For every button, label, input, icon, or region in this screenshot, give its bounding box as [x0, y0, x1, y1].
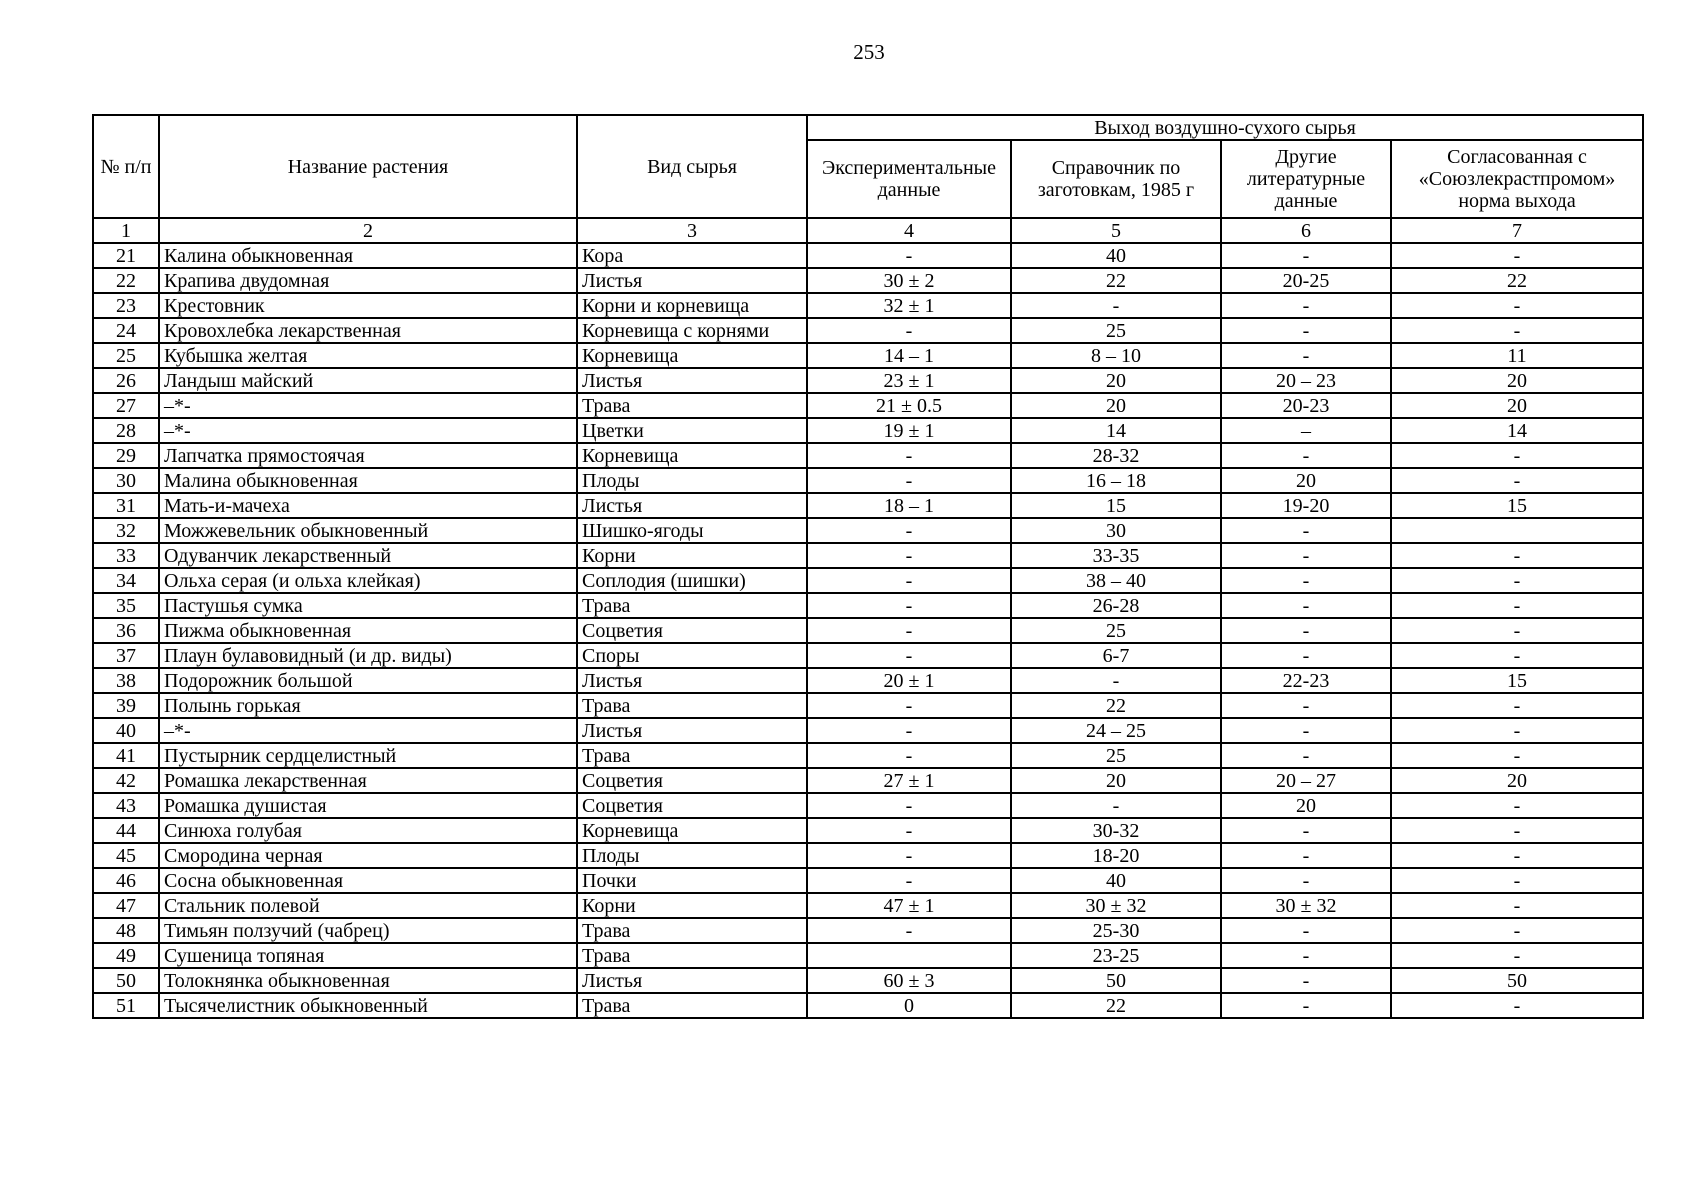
norm-value: - — [1391, 593, 1643, 618]
plant-name: Крапива двудомная — [159, 268, 577, 293]
table-row — [93, 843, 1643, 868]
plant-name: Калина обыкновенная — [159, 243, 577, 268]
experimental-value: 47 ± 1 — [807, 893, 1011, 918]
row-number: 36 — [93, 618, 159, 643]
reference-value: 33-35 — [1011, 543, 1221, 568]
reference-value: - — [1011, 668, 1221, 693]
plant-name: Сосна обыкновенная — [159, 868, 577, 893]
reference-value: 40 — [1011, 243, 1221, 268]
row-number: 26 — [93, 368, 159, 393]
plant-name: Ландыш майский — [159, 368, 577, 393]
raw-material-type: Плоды — [577, 843, 807, 868]
literature-value: - — [1221, 618, 1391, 643]
norm-value: - — [1391, 718, 1643, 743]
reference-value: 23-25 — [1011, 943, 1221, 968]
table-row — [93, 918, 1643, 943]
table-row — [93, 818, 1643, 843]
experimental-value: 23 ± 1 — [807, 368, 1011, 393]
row-number: 32 — [93, 518, 159, 543]
column-index-row — [93, 218, 1643, 243]
raw-material-type: Соцветия — [577, 618, 807, 643]
literature-value: - — [1221, 943, 1391, 968]
reference-value: 26-28 — [1011, 593, 1221, 618]
row-number: 44 — [93, 818, 159, 843]
table-row — [93, 468, 1643, 493]
experimental-value: - — [807, 793, 1011, 818]
reference-value: 50 — [1011, 968, 1221, 993]
row-number: 45 — [93, 843, 159, 868]
table-row — [93, 893, 1643, 918]
experimental-value: - — [807, 568, 1011, 593]
header-raw-type: Вид сырья — [577, 115, 807, 218]
plant-name: Кровохлебка лекарственная — [159, 318, 577, 343]
raw-material-type: Соцветия — [577, 768, 807, 793]
experimental-value: - — [807, 443, 1011, 468]
experimental-value: 60 ± 3 — [807, 968, 1011, 993]
plant-name: Сушеница топяная — [159, 943, 577, 968]
table-row — [93, 443, 1643, 468]
plant-name: Ромашка душистая — [159, 793, 577, 818]
norm-value: - — [1391, 843, 1643, 868]
experimental-value: - — [807, 818, 1011, 843]
row-number: 41 — [93, 743, 159, 768]
experimental-value: - — [807, 618, 1011, 643]
plant-name: Тимьян ползучий (чабрец) — [159, 918, 577, 943]
table-row — [93, 718, 1643, 743]
literature-value: - — [1221, 318, 1391, 343]
table-row — [93, 393, 1643, 418]
norm-value — [1391, 518, 1643, 543]
literature-value: 22-23 — [1221, 668, 1391, 693]
plant-name: Толокнянка обыкновенная — [159, 968, 577, 993]
experimental-value: - — [807, 718, 1011, 743]
norm-value: - — [1391, 993, 1643, 1018]
raw-material-type: Кора — [577, 243, 807, 268]
reference-value: 30 ± 32 — [1011, 893, 1221, 918]
raw-material-type: Листья — [577, 368, 807, 393]
table-row — [93, 493, 1643, 518]
plant-name: Ольха серая (и ольха клейкая) — [159, 568, 577, 593]
reference-value: 38 – 40 — [1011, 568, 1221, 593]
norm-value: 20 — [1391, 393, 1643, 418]
table-row — [93, 668, 1643, 693]
plant-name: –*- — [159, 393, 577, 418]
norm-value: - — [1391, 243, 1643, 268]
plant-name: Смородина черная — [159, 843, 577, 868]
norm-value: - — [1391, 318, 1643, 343]
experimental-value: - — [807, 593, 1011, 618]
literature-value: – — [1221, 418, 1391, 443]
plant-name: –*- — [159, 718, 577, 743]
plant-name: Синюха голубая — [159, 818, 577, 843]
experimental-value: 20 ± 1 — [807, 668, 1011, 693]
plant-name: Можжевельник обыкновенный — [159, 518, 577, 543]
literature-value: - — [1221, 643, 1391, 668]
plant-name: Пастушья сумка — [159, 593, 577, 618]
table-row — [93, 968, 1643, 993]
table-row — [93, 593, 1643, 618]
plant-name: Плаун булавовидный (и др. виды) — [159, 643, 577, 668]
row-number: 39 — [93, 693, 159, 718]
row-number: 31 — [93, 493, 159, 518]
experimental-value: 19 ± 1 — [807, 418, 1011, 443]
literature-value: - — [1221, 818, 1391, 843]
reference-value: 8 – 10 — [1011, 343, 1221, 368]
literature-value: - — [1221, 993, 1391, 1018]
raw-material-type: Корни — [577, 893, 807, 918]
raw-material-type: Трава — [577, 593, 807, 618]
literature-value: - — [1221, 868, 1391, 893]
experimental-value: - — [807, 918, 1011, 943]
literature-value: - — [1221, 593, 1391, 618]
raw-material-type: Почки — [577, 868, 807, 893]
reference-value: 30-32 — [1011, 818, 1221, 843]
experimental-value: - — [807, 843, 1011, 868]
table-row — [93, 993, 1643, 1018]
plant-name: Кубышка желтая — [159, 343, 577, 368]
plant-name: Лапчатка прямостоячая — [159, 443, 577, 468]
norm-value: - — [1391, 893, 1643, 918]
experimental-value: - — [807, 243, 1011, 268]
norm-value: - — [1391, 793, 1643, 818]
experimental-value: 21 ± 0.5 — [807, 393, 1011, 418]
plant-name: Стальник полевой — [159, 893, 577, 918]
literature-value: - — [1221, 968, 1391, 993]
reference-value: 28-32 — [1011, 443, 1221, 468]
literature-value: 20-25 — [1221, 268, 1391, 293]
raw-material-type: Плоды — [577, 468, 807, 493]
raw-material-type: Соцветия — [577, 793, 807, 818]
raw-material-type: Корневища — [577, 818, 807, 843]
plant-name: Полынь горькая — [159, 693, 577, 718]
row-number: 29 — [93, 443, 159, 468]
table-row — [93, 693, 1643, 718]
row-number: 23 — [93, 293, 159, 318]
norm-value: - — [1391, 743, 1643, 768]
raw-material-type: Корневища — [577, 343, 807, 368]
reference-value: 25-30 — [1011, 918, 1221, 943]
norm-value: 22 — [1391, 268, 1643, 293]
experimental-value: - — [807, 643, 1011, 668]
reference-value: 24 – 25 — [1011, 718, 1221, 743]
raw-material-type: Листья — [577, 668, 807, 693]
row-number: 28 — [93, 418, 159, 443]
reference-value: - — [1011, 293, 1221, 318]
row-number: 47 — [93, 893, 159, 918]
row-number: 24 — [93, 318, 159, 343]
plant-name: Подорожник большой — [159, 668, 577, 693]
raw-material-type: Листья — [577, 268, 807, 293]
raw-material-type: Корни — [577, 543, 807, 568]
column-index: 4 — [807, 218, 1011, 243]
table-row — [93, 868, 1643, 893]
experimental-value: 14 – 1 — [807, 343, 1011, 368]
table-row — [93, 943, 1643, 968]
table-header — [93, 115, 1643, 243]
plant-name: Ромашка лекарственная — [159, 768, 577, 793]
page-number: 253 — [853, 40, 885, 64]
raw-material-type: Трава — [577, 743, 807, 768]
norm-value: - — [1391, 693, 1643, 718]
row-number: 40 — [93, 718, 159, 743]
literature-value: - — [1221, 443, 1391, 468]
experimental-value: - — [807, 468, 1011, 493]
experimental-value: 18 – 1 — [807, 493, 1011, 518]
row-number: 51 — [93, 993, 159, 1018]
reference-value: 40 — [1011, 868, 1221, 893]
experimental-value: 30 ± 2 — [807, 268, 1011, 293]
table-row — [93, 568, 1643, 593]
row-number: 21 — [93, 243, 159, 268]
raw-material-type: Трава — [577, 693, 807, 718]
literature-value: - — [1221, 843, 1391, 868]
literature-value: - — [1221, 543, 1391, 568]
reference-value: 20 — [1011, 368, 1221, 393]
table-row — [93, 243, 1643, 268]
header-number: № п/п — [93, 115, 159, 218]
row-number: 35 — [93, 593, 159, 618]
column-index: 2 — [159, 218, 577, 243]
row-number: 46 — [93, 868, 159, 893]
plant-name: Крестовник — [159, 293, 577, 318]
table-row — [93, 343, 1643, 368]
table-row — [93, 293, 1643, 318]
experimental-value: - — [807, 543, 1011, 568]
row-number: 33 — [93, 543, 159, 568]
literature-value: 20-23 — [1221, 393, 1391, 418]
experimental-value: 32 ± 1 — [807, 293, 1011, 318]
literature-value: - — [1221, 693, 1391, 718]
experimental-value: - — [807, 318, 1011, 343]
plant-name: Пустырник сердцелистный — [159, 743, 577, 768]
reference-value: 25 — [1011, 743, 1221, 768]
norm-value: - — [1391, 543, 1643, 568]
literature-value: - — [1221, 243, 1391, 268]
reference-value: 22 — [1011, 993, 1221, 1018]
row-number: 38 — [93, 668, 159, 693]
norm-value: - — [1391, 818, 1643, 843]
column-index: 3 — [577, 218, 807, 243]
raw-material-type: Соплодия (шишки) — [577, 568, 807, 593]
norm-value: 20 — [1391, 368, 1643, 393]
literature-value: - — [1221, 918, 1391, 943]
row-number: 22 — [93, 268, 159, 293]
plant-name: Тысячелистник обыкновенный — [159, 993, 577, 1018]
norm-value: 15 — [1391, 493, 1643, 518]
norm-value: 15 — [1391, 668, 1643, 693]
literature-value: 30 ± 32 — [1221, 893, 1391, 918]
row-number: 43 — [93, 793, 159, 818]
reference-value: 15 — [1011, 493, 1221, 518]
raw-material-type: Листья — [577, 968, 807, 993]
table-row — [93, 793, 1643, 818]
table-row — [93, 418, 1643, 443]
norm-value: - — [1391, 568, 1643, 593]
norm-value: - — [1391, 468, 1643, 493]
norm-value: 20 — [1391, 768, 1643, 793]
table-row — [93, 268, 1643, 293]
experimental-value: 27 ± 1 — [807, 768, 1011, 793]
reference-value: 18-20 — [1011, 843, 1221, 868]
literature-value: 20 — [1221, 793, 1391, 818]
reference-value: 22 — [1011, 693, 1221, 718]
reference-value: - — [1011, 793, 1221, 818]
raw-material-type: Трава — [577, 918, 807, 943]
row-number: 30 — [93, 468, 159, 493]
experimental-value: - — [807, 518, 1011, 543]
reference-value: 14 — [1011, 418, 1221, 443]
table-body — [93, 243, 1643, 1018]
row-number: 25 — [93, 343, 159, 368]
reference-value: 20 — [1011, 768, 1221, 793]
header-yield-group: Выход воздушно-сухого сырья — [807, 115, 1643, 140]
header-reference-1985: Справочник по заготовкам, 1985 г — [1011, 140, 1221, 218]
column-index: 6 — [1221, 218, 1391, 243]
row-number: 34 — [93, 568, 159, 593]
table-row — [93, 368, 1643, 393]
norm-value: - — [1391, 293, 1643, 318]
experimental-value: - — [807, 743, 1011, 768]
column-index: 7 — [1391, 218, 1643, 243]
raw-material-type: Цветки — [577, 418, 807, 443]
column-index: 5 — [1011, 218, 1221, 243]
literature-value: - — [1221, 743, 1391, 768]
plant-name: Мать-и-мачеха — [159, 493, 577, 518]
raw-material-type: Листья — [577, 493, 807, 518]
literature-value: 20 — [1221, 468, 1391, 493]
norm-value: 11 — [1391, 343, 1643, 368]
literature-value: 20 – 27 — [1221, 768, 1391, 793]
table-row — [93, 543, 1643, 568]
header-plant-name: Название растения — [159, 115, 577, 218]
row-number: 42 — [93, 768, 159, 793]
norm-value: - — [1391, 618, 1643, 643]
experimental-value: - — [807, 868, 1011, 893]
table-row — [93, 518, 1643, 543]
reference-value: 25 — [1011, 318, 1221, 343]
norm-value: 50 — [1391, 968, 1643, 993]
row-number: 50 — [93, 968, 159, 993]
literature-value: - — [1221, 518, 1391, 543]
raw-material-type: Корневища — [577, 443, 807, 468]
raw-material-type: Корневища с корнями — [577, 318, 807, 343]
reference-value: 6-7 — [1011, 643, 1221, 668]
raw-material-type: Трава — [577, 993, 807, 1018]
raw-material-type: Трава — [577, 943, 807, 968]
reference-value: 16 – 18 — [1011, 468, 1221, 493]
norm-value: - — [1391, 943, 1643, 968]
column-index: 1 — [93, 218, 159, 243]
raw-material-type: Споры — [577, 643, 807, 668]
raw-material-type: Листья — [577, 718, 807, 743]
plant-name: Пижма обыкновенная — [159, 618, 577, 643]
literature-value: - — [1221, 293, 1391, 318]
reference-value: 25 — [1011, 618, 1221, 643]
literature-value: - — [1221, 568, 1391, 593]
reference-value: 20 — [1011, 393, 1221, 418]
plant-name: Малина обыкновенная — [159, 468, 577, 493]
experimental-value: - — [807, 693, 1011, 718]
row-number: 27 — [93, 393, 159, 418]
table-row — [93, 643, 1643, 668]
row-number: 49 — [93, 943, 159, 968]
table-row — [93, 768, 1643, 793]
header-experimental: Экспериментальные данные — [807, 140, 1011, 218]
literature-value: 19-20 — [1221, 493, 1391, 518]
row-number: 48 — [93, 918, 159, 943]
plant-name: –*- — [159, 418, 577, 443]
raw-material-type: Корни и корневища — [577, 293, 807, 318]
raw-material-type: Шишко-ягоды — [577, 518, 807, 543]
raw-material-type: Трава — [577, 393, 807, 418]
header-agreed-norm: Согласованная с «Союзлекрастпромом» норма выхода — [1391, 140, 1643, 218]
reference-value: 30 — [1011, 518, 1221, 543]
table-row — [93, 318, 1643, 343]
experimental-value: 0 — [807, 993, 1011, 1018]
reference-value: 22 — [1011, 268, 1221, 293]
norm-value: - — [1391, 643, 1643, 668]
header-other-literature: Другие литературные данные — [1221, 140, 1391, 218]
literature-value: 20 – 23 — [1221, 368, 1391, 393]
yield-table — [92, 114, 1644, 1019]
experimental-value — [807, 943, 1011, 968]
literature-value: - — [1221, 718, 1391, 743]
norm-value: 14 — [1391, 418, 1643, 443]
table-row — [93, 743, 1643, 768]
literature-value: - — [1221, 343, 1391, 368]
norm-value: - — [1391, 868, 1643, 893]
row-number: 37 — [93, 643, 159, 668]
norm-value: - — [1391, 443, 1643, 468]
table-row — [93, 618, 1643, 643]
plant-name: Одуванчик лекарственный — [159, 543, 577, 568]
norm-value: - — [1391, 918, 1643, 943]
